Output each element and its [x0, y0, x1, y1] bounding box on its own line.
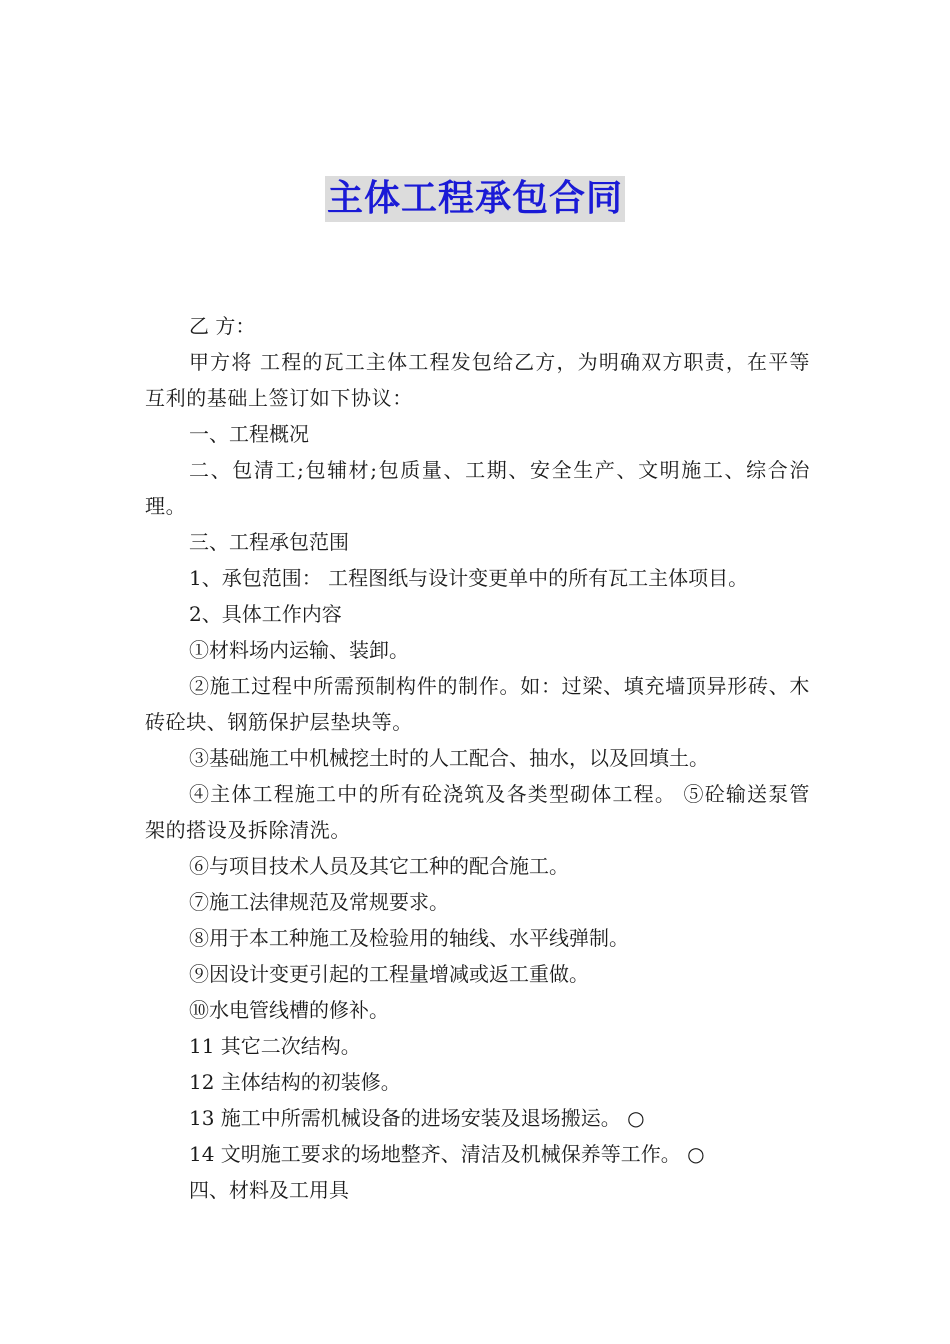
work-item-13: 13 施工中所需机械设备的进场安装及退场搬运。 ○	[189, 1106, 645, 1130]
section-2-paragraph: 二、包清工;包辅材;包质量、工期、安全生产、文明施工、综合治理。	[145, 458, 810, 518]
work-item-11: 11 其它二次结构。	[189, 1034, 361, 1058]
scope-item-2: 2、具体工作内容	[189, 602, 342, 626]
work-item-6: ⑥与项目技术人员及其它工种的配合施工。	[189, 854, 569, 878]
work-item-1: ①材料场内运输、装卸。	[189, 638, 409, 662]
work-item-3: ③基础施工中机械挖土时的人工配合、抽水，以及回填土。	[189, 746, 709, 770]
section-4-heading: 四、材料及工用具	[189, 1178, 349, 1202]
document-title: 主体工程承包合同	[325, 176, 625, 222]
party-b-line: 乙 方：	[189, 314, 256, 338]
work-item-10: ⑩水电管线槽的修补。	[189, 998, 389, 1022]
intro-paragraph: 甲方将 工程的瓦工主体工程发包给乙方，为明确双方职责，在平等互利的基础上签订如下协议：	[145, 350, 810, 410]
work-item-14: 14 文明施工要求的场地整齐、清洁及机械保养等工作。 ○	[189, 1142, 705, 1166]
work-item-2: ②施工过程中所需预制构件的制作。如：过梁、填充墙顶异形砖、木砖砼块、钢筋保护层垫块等。	[145, 674, 810, 734]
work-item-4-5: ④主体工程施工中的所有砼浇筑及各类型砌体工程。 ⑤砼输送泵管架的搭设及拆除清洗。	[145, 782, 810, 842]
title-wrap	[0, 176, 950, 222]
work-item-12: 12 主体结构的初装修。	[189, 1070, 401, 1094]
section-1-heading: 一、工程概况	[189, 422, 309, 446]
scope-item-1: 1、承包范围： 工程图纸与设计变更单中的所有瓦工主体项目。	[189, 566, 749, 590]
document-body	[145, 308, 810, 1208]
work-item-7: ⑦施工法律规范及常规要求。	[189, 890, 449, 914]
work-item-9: ⑨因设计变更引起的工程量增减或返工重做。	[189, 962, 589, 986]
work-item-8: ⑧用于本工种施工及检验用的轴线、水平线弹制。	[189, 926, 629, 950]
section-3-heading: 三、工程承包范围	[189, 530, 349, 554]
